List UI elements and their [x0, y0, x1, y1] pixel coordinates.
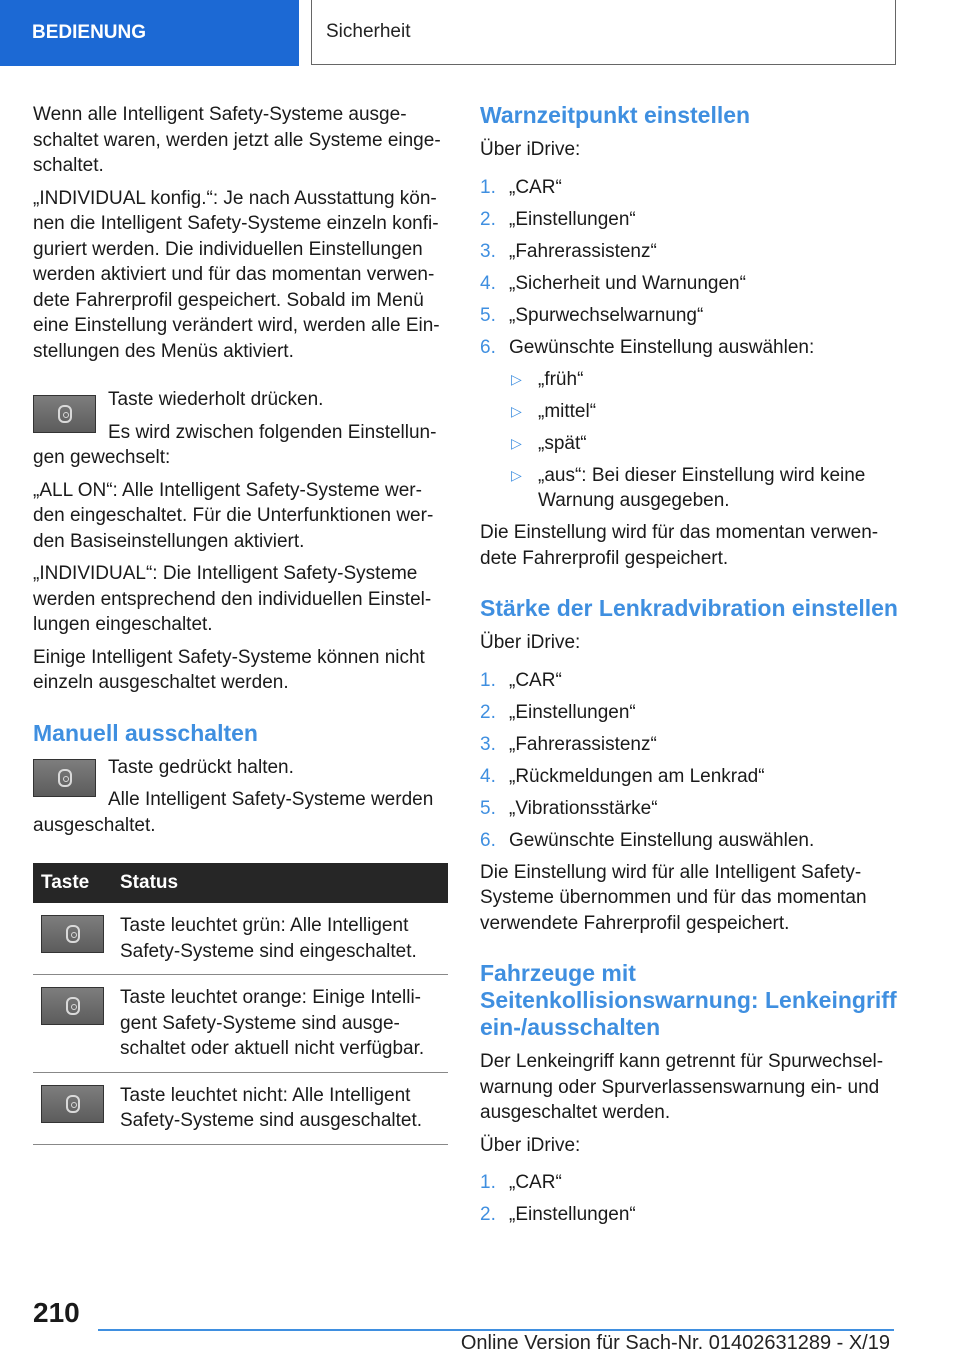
- via-idrive: Über iDrive:: [480, 1134, 581, 1156]
- heading-lenkradvibration: Stärke der Lenkradvibration einstellen: [480, 595, 898, 621]
- status-text: Taste leuchtet nicht: Alle Intelligent Safety-Systeme sind ausgeschaltet.: [112, 1072, 448, 1144]
- paragraph: Die Einstellung wird für das momentan verwen-dete Fahrerprofil gespeichert.: [480, 522, 879, 569]
- heading-lenkeingriff: Fahrzeuge mit Seitenkollisionswarnung: Lenkeingriff ein-/ausschalten: [480, 960, 897, 1040]
- step-number: 6.: [480, 829, 496, 851]
- via-idrive: Über iDrive:: [480, 139, 581, 160]
- sub-item-text: „früh“: [538, 368, 584, 390]
- paragraph: Wenn alle Intelligent Safety-Systeme ausge-schaltet waren, werden jetzt alle Systeme einge-schaltet.: [33, 104, 441, 176]
- instruction: Taste gedrückt halten.: [108, 756, 294, 778]
- sub-item-text: „mittel“: [538, 400, 597, 422]
- table-row: [33, 1072, 448, 1144]
- triangle-bullet-icon: ▷: [511, 402, 522, 419]
- step-text: „Rückmeldungen am Lenkrad“: [509, 765, 765, 787]
- paragraph: „ALL ON“: Alle Intelligent Safety-Systeme wer-den eingeschaltet. Für die Unterfunktionen wer-den Basiseinstellungen aktiviert.: [33, 479, 434, 552]
- paragraph: „INDIVIDUAL konfig.“: Je nach Ausstattung kön-nen die Intelligent Safety-Systeme einzeln konfi-guriert werden. Die individuellen Einstellungen werden aktiviert und für das momentan verwen-dete Fahrerprofil gespeichert. Sobald im Menü eine Einstellung verändert wird, werden alle Ein-stellungen des Menüs aktiviert.: [33, 187, 440, 362]
- step-text: „Einstellungen“: [509, 208, 636, 230]
- instruction-detail: Es wird zwischen folgenden Einstellun-gen gewechselt:: [33, 421, 437, 468]
- step-number: 2.: [480, 1204, 496, 1225]
- step-number: 3.: [480, 733, 496, 755]
- list-item: [480, 175, 900, 201]
- list-item: [480, 1170, 900, 1196]
- table-header-status: Status: [112, 863, 448, 903]
- step-number: 4.: [480, 272, 496, 294]
- paragraph: „INDIVIDUAL“: Die Intelligent Safety-Systeme werden entsprechend den individuellen Einstel-lungen eingeschaltet.: [33, 563, 432, 635]
- triangle-bullet-icon: ▷: [511, 370, 522, 387]
- step-text: „Einstellungen“: [509, 1204, 636, 1225]
- step-text: „Sicherheit und Warnungen“: [509, 272, 746, 294]
- page-number: 210: [33, 1297, 80, 1328]
- left-column: [33, 102, 448, 1145]
- instruction-detail: Alle Intelligent Safety-Systeme werden ausgeschaltet.: [33, 789, 434, 836]
- safety-button-icon: [33, 759, 96, 797]
- sub-list-item: [511, 367, 900, 393]
- status-text: Taste leuchtet orange: Einige Intelli-gent Safety-Systeme sind ausge-schaltet oder aktuell nicht verfügbar.: [112, 975, 448, 1073]
- sub-list-item: [511, 463, 900, 514]
- sub-list-item: [511, 431, 900, 457]
- instruction: Taste wiederholt drücken.: [108, 389, 324, 410]
- step-text: Gewünschte Einstellung auswählen:: [509, 336, 815, 358]
- safety-button-off-icon: [41, 1085, 104, 1123]
- sub-item-text: „aus“: Bei dieser Einstellung wird keine Warnung ausgegeben.: [538, 464, 866, 511]
- list-item: [480, 700, 900, 726]
- step-number: 1.: [480, 1172, 496, 1193]
- step-text: „CAR“: [509, 669, 562, 691]
- step-number: 4.: [480, 765, 496, 787]
- safety-button-orange-icon: [41, 987, 104, 1025]
- list-item: [480, 1202, 900, 1228]
- table-row: [33, 975, 448, 1073]
- footer-text: Online Version für Sach-Nr. 01402631289 - X/19: [460, 1332, 890, 1354]
- section-tab: BEDIENUNG: [0, 0, 299, 66]
- paragraph: Die Einstellung wird für alle Intelligent Safety-Systeme übernommen und für das momentan verwendete Fahrerprofil gespeichert.: [480, 861, 867, 934]
- heading-manual: Manuell ausschalten: [33, 719, 258, 746]
- step-number: 2.: [480, 701, 496, 723]
- list-item: [480, 764, 900, 790]
- list-item: [480, 828, 900, 854]
- sub-item-text: „spät“: [538, 432, 587, 454]
- step-number: 3.: [480, 240, 496, 262]
- footer-divider: [98, 1329, 894, 1331]
- paragraph: Einige Intelligent Safety-Systeme können nicht einzeln ausgeschaltet werden.: [33, 646, 425, 693]
- step-number: 1.: [480, 176, 496, 198]
- list-item: [480, 796, 900, 822]
- list-item: [480, 732, 900, 758]
- step-text: „CAR“: [509, 176, 562, 198]
- chapter-tab: Sicherheit: [311, 0, 896, 65]
- safety-button-icon: [33, 395, 96, 433]
- triangle-bullet-icon: ▷: [511, 466, 522, 483]
- step-number: 5.: [480, 797, 496, 819]
- step-number: 5.: [480, 304, 496, 326]
- list-item: [480, 303, 900, 329]
- table-row: [33, 903, 448, 975]
- step-text: „Fahrerassistenz“: [509, 733, 657, 755]
- list-item: [480, 239, 900, 265]
- page-header: [0, 0, 960, 66]
- step-text: „CAR“: [509, 1172, 562, 1193]
- status-table: [33, 863, 448, 1145]
- step-text: „Fahrerassistenz“: [509, 240, 657, 262]
- table-header-taste: Taste: [33, 863, 112, 903]
- step-text: Gewünschte Einstellung auswählen.: [509, 829, 815, 851]
- step-text: „Einstellungen“: [509, 701, 636, 723]
- paragraph: Der Lenkeingriff kann getrennt für Spurwechsel-warnung oder Spurverlassenswarnung ein- und ausgeschaltet werden.: [480, 1051, 884, 1123]
- step-number: 2.: [480, 208, 496, 230]
- sub-list-item: [511, 399, 900, 425]
- list-item: [480, 271, 900, 297]
- status-text: Taste leuchtet grün: Alle Intelligent Safety-Systeme sind eingeschaltet.: [112, 903, 448, 975]
- step-text: „Spurwechselwarnung“: [509, 304, 704, 326]
- heading-warnzeitpunkt: Warnzeitpunkt einstellen: [480, 102, 751, 128]
- safety-button-green-icon: [41, 915, 104, 953]
- list-item: [480, 335, 900, 361]
- step-text: „Vibrationsstärke“: [509, 797, 658, 819]
- right-column: [480, 102, 900, 1234]
- triangle-bullet-icon: ▷: [511, 434, 522, 451]
- list-item: [480, 668, 900, 694]
- list-item: [480, 207, 900, 233]
- step-number: 6.: [480, 336, 496, 358]
- via-idrive: Über iDrive:: [480, 632, 581, 653]
- step-number: 1.: [480, 669, 496, 691]
